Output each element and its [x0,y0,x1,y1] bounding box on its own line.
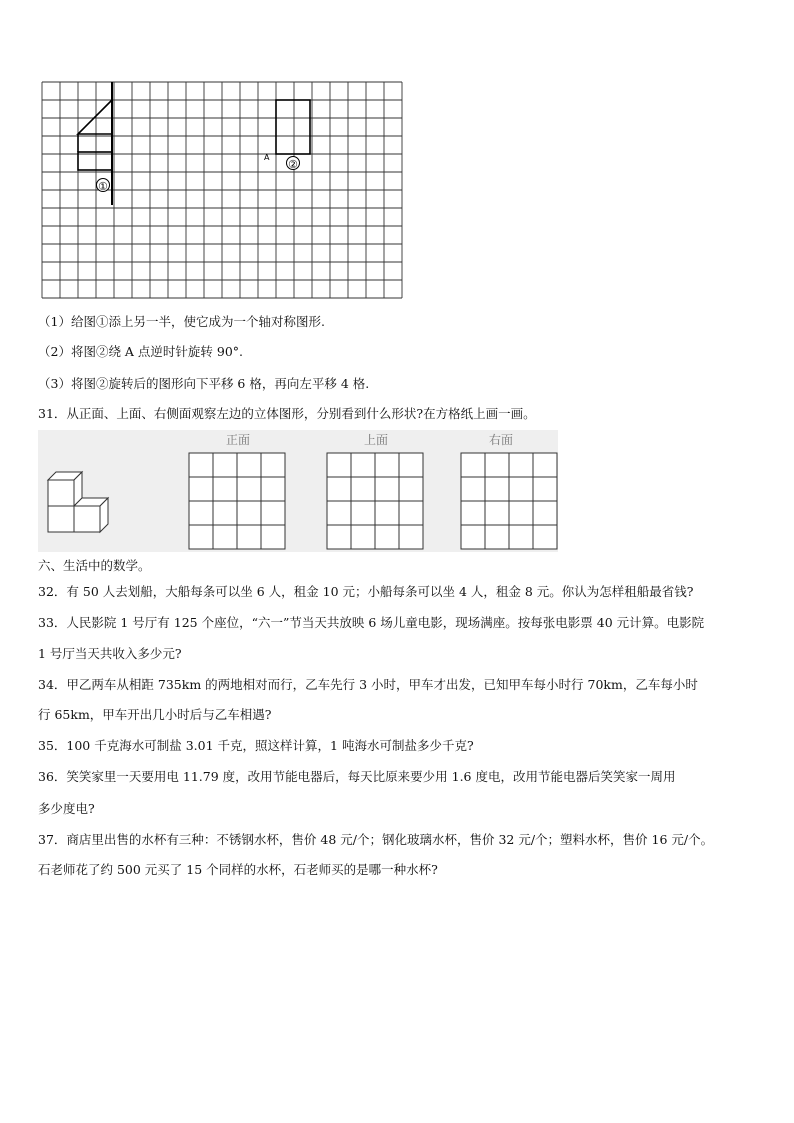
view-label-right: 右面 [489,433,514,447]
question-36-line-1: 36．笑笑家里一天要用电 11.79 度，改用节能电器后，每天比原来要少用 1.6 度电，改用节能电器后笑笑家一周用 [38,769,676,784]
question-36-line-2: 多少度电? [38,801,95,816]
square-grid [42,82,402,298]
question-31: 31．从正面、上面、右侧面观察左边的立体图形，分别看到什么形状?在方格纸上画一画。 [38,406,536,421]
question-37-line-2: 石老师花了约 500 元买了 15 个同样的水杯，石老师买的是哪一种水杯? [38,862,438,877]
question-33-line-2: 1 号厅当天共收入多少元? [38,646,182,661]
question-32: 32．有 50 人去划船，大船每条可以坐 6 人，租金 10 元；小船每条可以坐 4 人，租金 8 元。你认为怎样租船最省钱? [38,584,694,599]
sub-question-3: （3）将图②旋转后的图形向下平移 6 格，再向左平移 4 格. [38,376,370,391]
shape-1-half [78,100,112,170]
shape-2-rectangle [276,100,310,154]
label-1: ① [98,180,108,193]
front-view-grid[interactable] [188,452,286,550]
view-label-front: 正面 [226,433,251,447]
label-2: ② [288,158,298,171]
sub-question-1: （1）给图①添上另一半，使它成为一个轴对称图形. [38,314,325,329]
view-label-top: 上面 [364,433,389,447]
question-34-line-1: 34．甲乙两车从相距 735km 的两地相对而行，乙车先行 3 小时，甲车才出发，已知甲车每小时行 70km，乙车每小时 [38,677,698,692]
question-37-line-1: 37．商店里出售的水杯有三种：不锈钢水杯，售价 48 元/个；钢化玻璃水杯，售价 32 元/个；塑料水杯，售价 16 元/个。 [38,832,714,847]
question-34-line-2: 行 65km，甲车开出几小时后与乙车相遇? [38,707,272,722]
sub-question-2: （2）将图②绕 A 点逆时针旋转 90°. [38,344,244,359]
point-a-label: A [264,153,270,162]
grid-figure [0,0,794,310]
question-35: 35．100 千克海水可制盐 3.01 千克，照这样计算，1 吨海水可制盐多少千克? [38,738,474,753]
section-six-heading: 六、生活中的数学。 [38,558,151,573]
cube-stack-figure [38,430,118,552]
views-panel [38,430,558,552]
right-view-grid[interactable] [460,452,558,550]
top-view-grid[interactable] [326,452,424,550]
question-33-line-1: 33．人民影院 1 号厅有 125 个座位，“六一”节当天共放映 6 场儿童电影，现场满座。按每张电影票 40 元计算。电影院 [38,615,705,630]
